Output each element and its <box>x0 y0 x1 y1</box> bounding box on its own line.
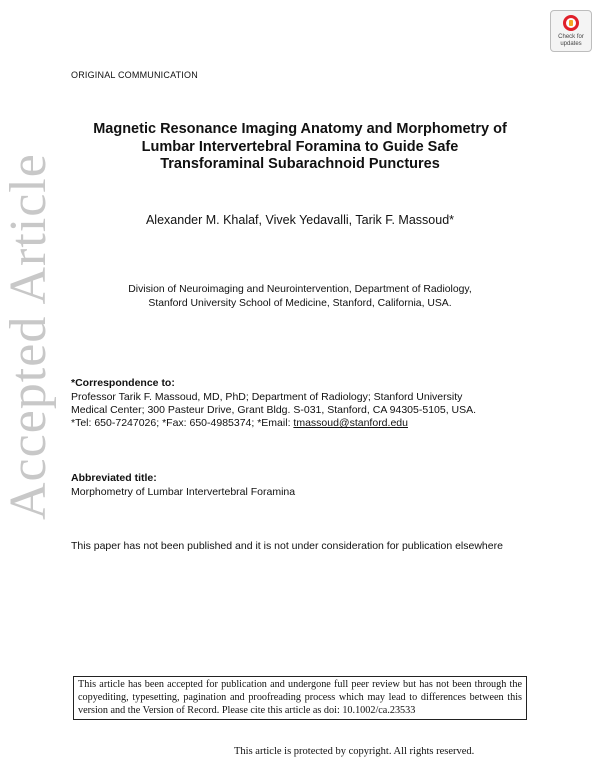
correspondence-details <box>71 391 541 430</box>
section-label: ORIGINAL COMMUNICATION <box>71 70 198 80</box>
title-line-1: Magnetic Resonance Imaging Anatomy and Morphometry of <box>93 121 507 137</box>
correspondence-heading: *Correspondence to: <box>71 377 175 389</box>
author-list: Alexander M. Khalaf, Vivek Yedavalli, Tarik F. Massoud* <box>145 213 455 227</box>
abbreviated-title: Morphometry of Lumbar Intervertebral Foramina <box>71 486 296 498</box>
paper-title <box>60 121 540 174</box>
email-link[interactable]: tmassoud@stanford.edu <box>293 417 408 429</box>
check-for-updates-badge[interactable] <box>550 10 592 52</box>
affiliation-line-1: Division of Neuroimaging and Neurointervention, Department of Radiology, <box>128 284 472 295</box>
copyright-notice: This article is protected by copyright. All rights reserved. <box>234 746 475 757</box>
affiliation-line-2: Stanford University School of Medicine, Stanford, California, USA. <box>148 298 452 309</box>
correspondence-contact: *Tel: 650-7247026; *Fax: 650-4985374; *Email: <box>71 417 294 429</box>
abbreviated-title-heading: Abbreviated title: <box>71 472 157 484</box>
affiliation <box>60 283 540 311</box>
title-line-3: Transforaminal Subarachnoid Punctures <box>160 156 440 172</box>
publication-statement: This paper has not been published and it is not under consideration for publication elsewhere <box>71 540 503 552</box>
badge-label-line1: Check for <box>558 34 584 40</box>
correspondence-line-2: Medical Center; 300 Pasteur Drive, Grant Bldg. S-031, Stanford, CA 94305-5105, USA. <box>71 404 477 416</box>
title-line-2: Lumbar Intervertebral Foramina to Guide Safe <box>141 138 459 155</box>
accepted-article-watermark: Accepted Article <box>0 153 57 520</box>
check-for-updates-icon <box>563 15 579 31</box>
badge-label-line2: updates <box>560 41 582 47</box>
acceptance-notice-box: This article has been accepted for publication and undergone full peer review but has not been through the copyediting, typesetting, pagination and proofreading process which may lead to differences between this version and the Version of Record. Please cite this article as doi: 10.1002/ca.23533 <box>73 676 527 720</box>
correspondence-line-1: Professor Tarik F. Massoud, MD, PhD; Department of Radiology; Stanford University <box>71 391 463 403</box>
badge-label <box>551 34 591 48</box>
